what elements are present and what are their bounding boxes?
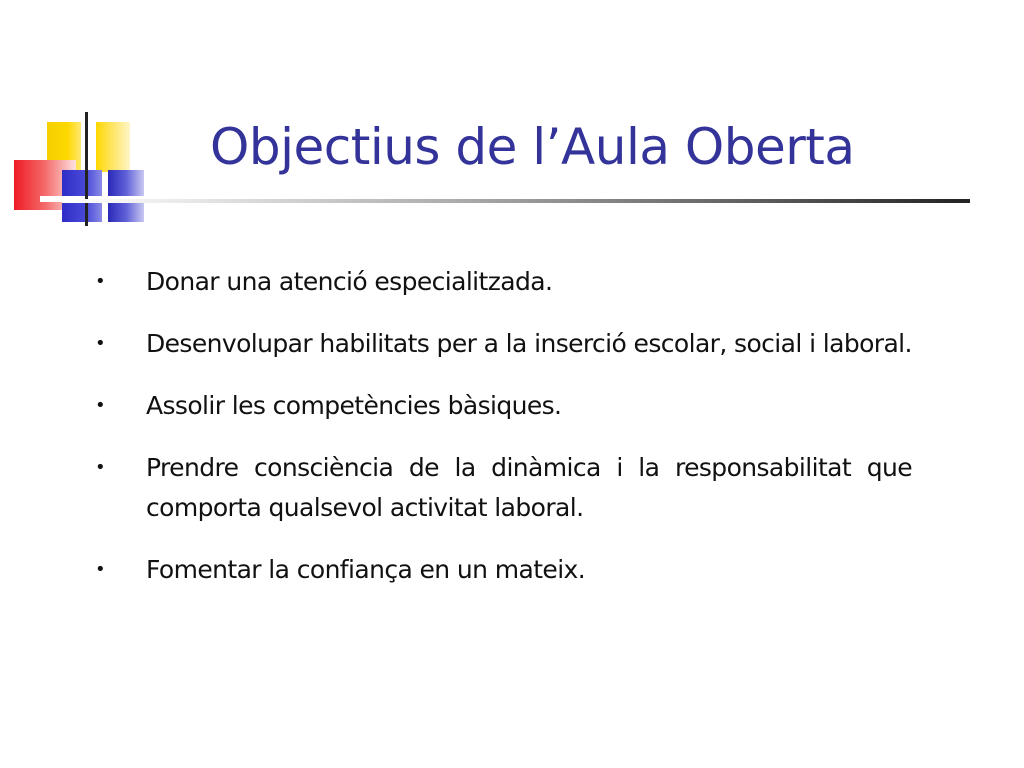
bullet-icon: • xyxy=(95,457,106,478)
bullet-item xyxy=(95,262,912,302)
bullet-text: Assolir les competències bàsiques. xyxy=(146,391,562,420)
bullet-text: Fomentar la confiança en un mateix. xyxy=(146,555,586,584)
slide-title: Objectius de l’Aula Oberta xyxy=(210,118,855,176)
bullet-text: Desenvolupar habilitats per a la inserció escolar, social i laboral. xyxy=(146,329,912,358)
bullet-icon: • xyxy=(95,395,106,416)
bullet-item xyxy=(95,550,912,590)
bullet-text: Donar una atenció especialitzada. xyxy=(146,267,553,296)
bullet-list xyxy=(95,262,912,612)
bullet-text: Prendre consciència de la dinàmica i la responsabilitat que comporta qualsevol activitat laboral. xyxy=(146,453,912,522)
bullet-item xyxy=(95,448,912,528)
title-underline xyxy=(62,199,970,203)
bullet-item xyxy=(95,324,912,364)
logo-yellow-square-right xyxy=(96,122,130,172)
bullet-icon: • xyxy=(95,271,106,292)
bullet-icon: • xyxy=(95,333,106,354)
decorative-logo xyxy=(0,0,160,240)
logo-vertical-line xyxy=(85,112,88,226)
bullet-item xyxy=(95,386,912,426)
bullet-icon: • xyxy=(95,559,106,580)
